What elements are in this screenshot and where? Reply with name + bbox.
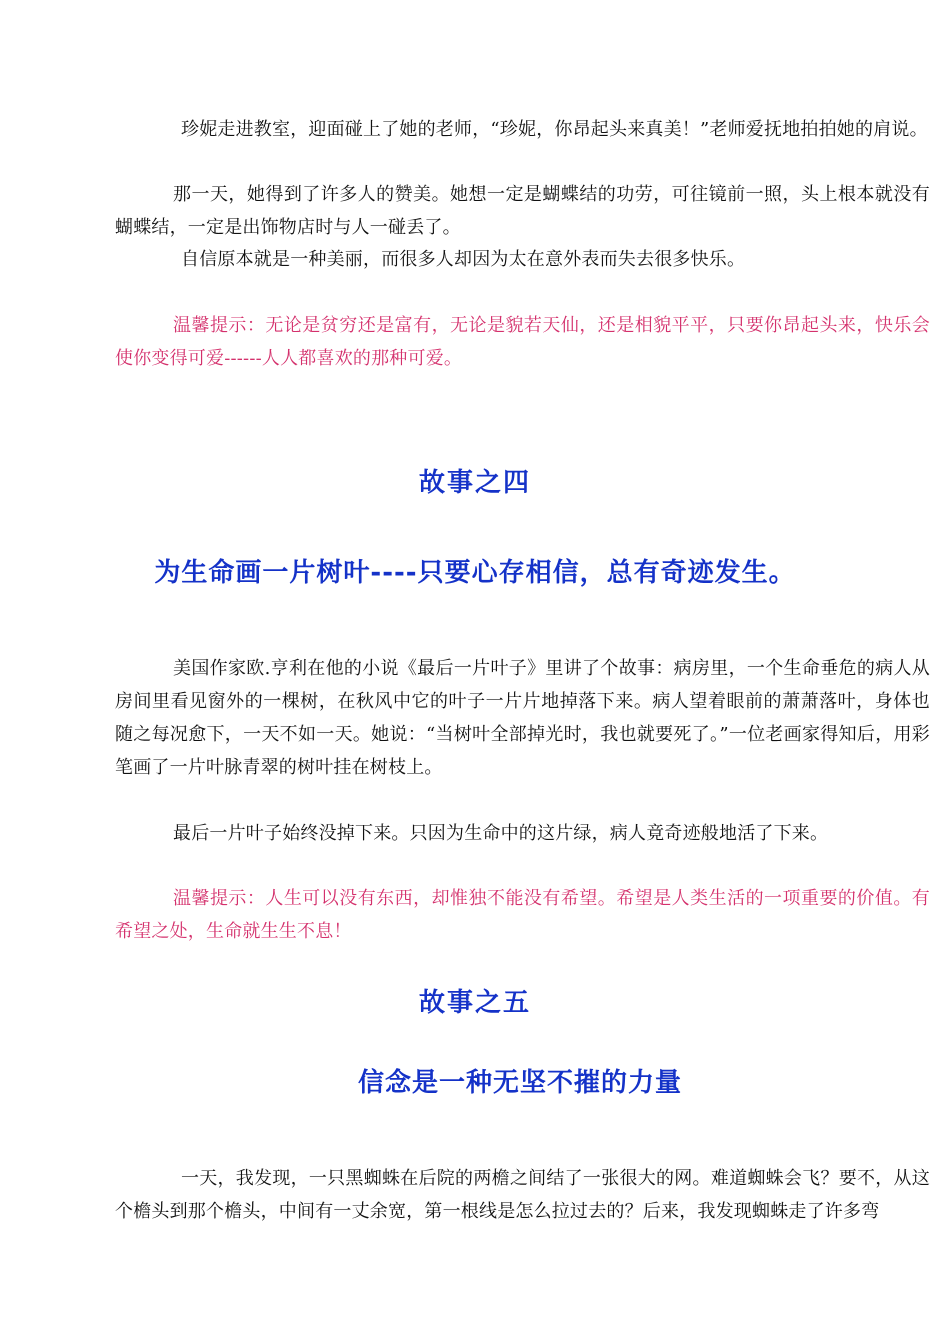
story4-paragraph-2: 最后一片叶子始终没掉下来。只因为生命中的这片绿，病人竟奇迹般地活了下来。 bbox=[173, 823, 829, 844]
story5-heading: 故事之五 bbox=[418, 988, 531, 1018]
story3-tip: 温馨提示：无论是贫穷还是富有，无论是貌若天仙，还是相貌平平，只要你昂起头来，快乐会使你变得可爱------人人都喜欢的那种可爱。 bbox=[115, 315, 930, 369]
story5-title: 信念是一种无坚不摧的力量 bbox=[357, 1068, 682, 1098]
story3-paragraph-2: 那一天，她得到了许多人的赞美。她想一定是蝴蝶结的功劳，可往镜前一照，头上根本就没有蝴蝶结，一定是出饰物店时与人一碰丢了。 bbox=[115, 184, 930, 238]
story3-paragraph-3: 自信原本就是一种美丽，而很多人却因为太在意外表而失去很多快乐。 bbox=[181, 249, 746, 270]
story4-paragraph-1: 美国作家欧.亨利在他的小说《最后一片叶子》里讲了个故事：病房里，一个生命垂危的病人从房间里看见窗外的一棵树，在秋风中它的叶子一片片地掉落下来。病人望着眼前的萧萧落叶，身体也随之每况愈下，一天不如一天。她说：“当树叶全部掉光时，我也就要死了。”一位老画家得知后，用彩笔画了一片叶脉青翠的树叶挂在树枝上。 bbox=[115, 658, 930, 778]
story5-paragraph-1: 一天，我发现，一只黑蜘蛛在后院的两檐之间结了一张很大的网。难道蜘蛛会飞？要不，从这个檐头到那个檐头，中间有一丈余宽，第一根线是怎么拉过去的？后来，我发现蜘蛛走了许多弯 bbox=[115, 1168, 930, 1222]
story4-title: 为生命画一片树叶----只要心存相信，总有奇迹发生。 bbox=[154, 558, 796, 588]
story4-heading: 故事之四 bbox=[418, 468, 531, 498]
story3-paragraph-1: 珍妮走进教室，迎面碰上了她的老师，“珍妮，你昂起头来真美！”老师爱抚地拍拍她的肩说。 bbox=[181, 119, 928, 140]
story4-tip: 温馨提示：人生可以没有东西，却惟独不能没有希望。希望是人类生活的一项重要的价值。有希望之处，生命就生生不息！ bbox=[115, 888, 930, 942]
